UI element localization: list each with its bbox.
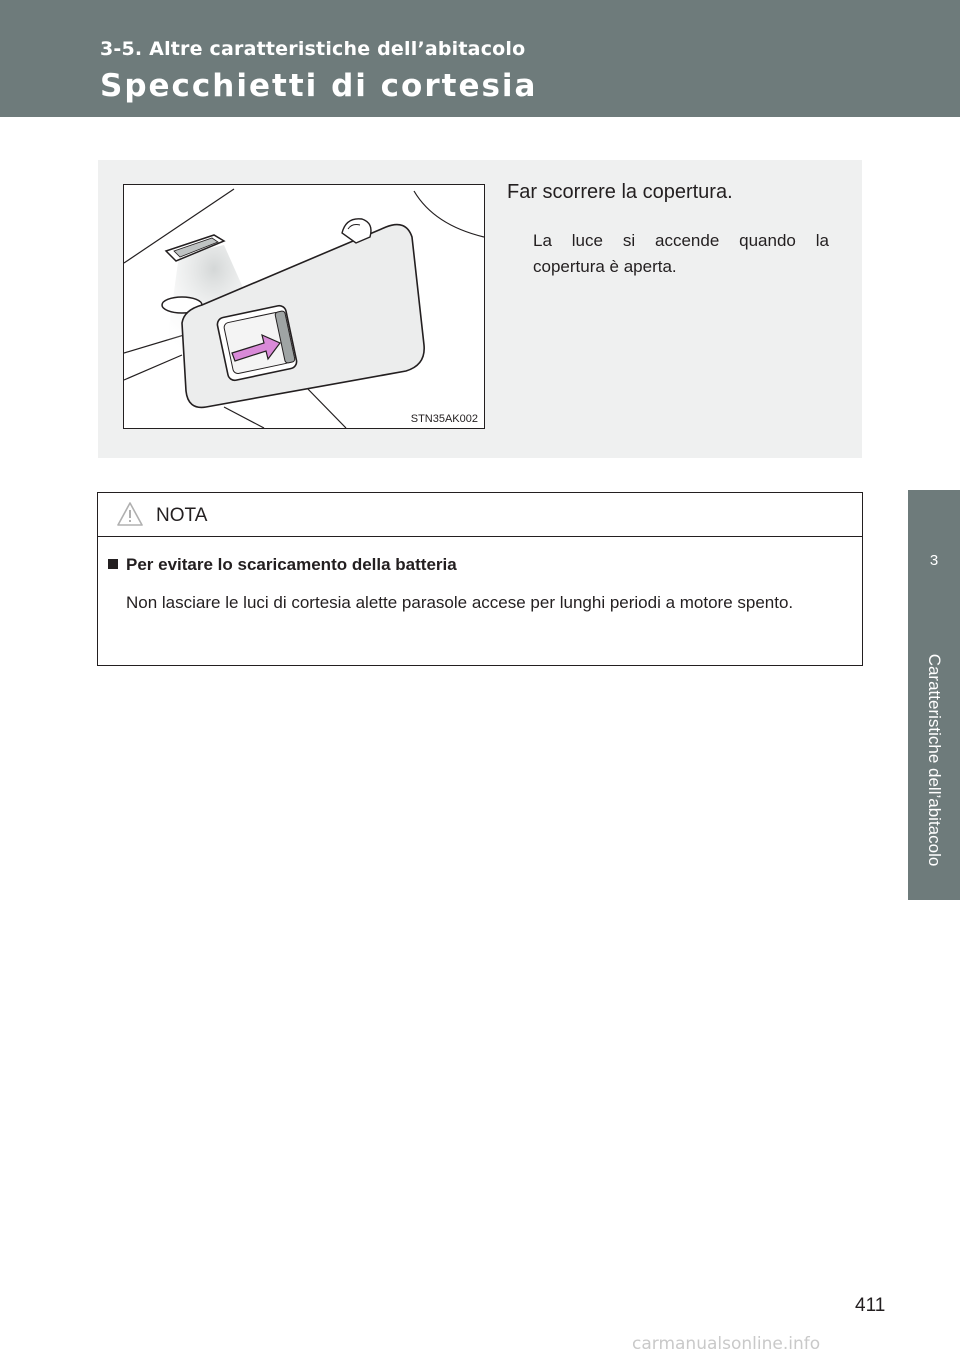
- page-title: Specchietti di cortesia: [100, 68, 538, 104]
- instruction-note: La luce si accende quando la copertura è aperta.: [533, 231, 829, 276]
- watermark: carmanualsonline.info: [632, 1334, 821, 1354]
- chapter-name: Caratteristiche dell’abitacolo: [925, 653, 944, 867]
- section-label: 3-5. Altre caratteristiche dell’abitacolo: [100, 38, 526, 60]
- nota-body: Non lasciare le luci di cortesia alette parasole accese per lunghi periodi a motore spento.: [126, 593, 794, 612]
- nota-subheading-text: Per evitare lo scaricamento della batteria: [126, 555, 457, 574]
- sun-visor-figure: [123, 184, 485, 429]
- nota-label: NOTA: [156, 505, 208, 526]
- instruction-step: Far scorrere la copertura.: [507, 181, 733, 203]
- page-number: 411: [855, 1295, 886, 1316]
- nota-subheading: [108, 555, 457, 575]
- chapter-number: 3: [929, 552, 939, 569]
- figure-code: STN35AK002: [410, 413, 478, 425]
- nota-header: [98, 493, 862, 537]
- sun-visor-mirror-illustration: [124, 185, 484, 428]
- warning-triangle-icon: [116, 501, 144, 527]
- square-bullet-icon: [108, 559, 118, 569]
- nota-box: [97, 492, 863, 666]
- page-header: [0, 0, 960, 117]
